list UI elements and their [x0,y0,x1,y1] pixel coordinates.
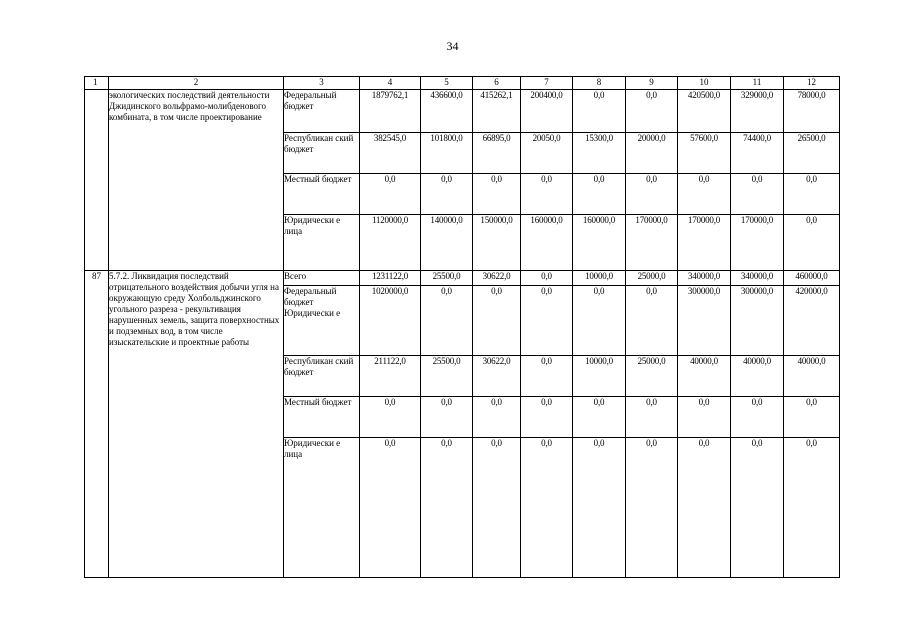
value-cell: 1879762,1 [360,90,421,133]
value-cell: 101800,0 [421,133,473,174]
value-cell: 170000,0 [626,215,678,271]
value-cell: 0,0 [421,286,473,356]
funding-source: Федеральный бюджет Юридически е [284,286,360,356]
value-cell: 460000,0 [784,271,840,286]
value-cell: 0,0 [626,286,678,356]
value-cell: 0,0 [360,438,421,578]
value-cell: 200400,0 [521,90,573,133]
value-cell: 329000,0 [731,90,784,133]
header-cell: 3 [284,77,360,90]
value-cell: 1120000,0 [360,215,421,271]
value-cell: 0,0 [573,397,626,438]
value-cell: 140000,0 [421,215,473,271]
value-cell: 340000,0 [678,271,731,286]
value-cell: 57600,0 [678,133,731,174]
value-cell: 40000,0 [678,356,731,397]
value-cell: 0,0 [521,356,573,397]
value-cell: 26500,0 [784,133,840,174]
value-cell: 160000,0 [573,215,626,271]
funding-source: Юридически е лица [284,215,360,271]
value-cell: 0,0 [573,90,626,133]
row-number-cell: 87 [85,271,109,578]
value-cell: 0,0 [473,438,521,578]
value-cell: 0,0 [473,397,521,438]
budget-table [84,76,840,578]
value-cell: 30622,0 [473,356,521,397]
value-cell: 74400,0 [731,133,784,174]
table-row [85,90,840,133]
row-number-cell [85,90,109,271]
value-cell: 0,0 [521,271,573,286]
value-cell: 78000,0 [784,90,840,133]
value-cell: 0,0 [626,438,678,578]
value-cell: 0,0 [360,174,421,215]
value-cell: 0,0 [626,397,678,438]
value-cell: 300000,0 [678,286,731,356]
funding-source: Федеральный бюджет [284,90,360,133]
value-cell: 420000,0 [784,286,840,356]
value-cell: 40000,0 [784,356,840,397]
value-cell: 40000,0 [731,356,784,397]
header-cell: 12 [784,77,840,90]
funding-source: Юридически е лица [284,438,360,578]
header-cell: 10 [678,77,731,90]
value-cell: 170000,0 [678,215,731,271]
value-cell: 1231122,0 [360,271,421,286]
header-cell: 11 [731,77,784,90]
value-cell: 0,0 [473,286,521,356]
value-cell: 0,0 [360,397,421,438]
value-cell: 1020000,0 [360,286,421,356]
funding-source: Республикан ский бюджет [284,356,360,397]
funding-source: Всего [284,271,360,286]
value-cell: 0,0 [678,397,731,438]
value-cell: 0,0 [784,438,840,578]
funding-source: Местный бюджет [284,397,360,438]
value-cell: 150000,0 [473,215,521,271]
value-cell: 0,0 [784,215,840,271]
value-cell: 0,0 [731,438,784,578]
value-cell: 0,0 [573,438,626,578]
value-cell: 10000,0 [573,356,626,397]
value-cell: 10000,0 [573,271,626,286]
header-cell: 6 [473,77,521,90]
value-cell: 66895,0 [473,133,521,174]
value-cell: 0,0 [521,438,573,578]
value-cell: 0,0 [731,174,784,215]
value-cell: 300000,0 [731,286,784,356]
value-cell: 340000,0 [731,271,784,286]
value-cell: 0,0 [521,397,573,438]
value-cell: 0,0 [521,286,573,356]
funding-source: Республикан ский бюджет [284,133,360,174]
header-cell: 9 [626,77,678,90]
value-cell: 25000,0 [626,356,678,397]
value-cell: 25500,0 [421,271,473,286]
header-cell: 7 [521,77,573,90]
value-cell: 436600,0 [421,90,473,133]
value-cell: 0,0 [473,174,521,215]
value-cell: 30622,0 [473,271,521,286]
header-cell: 8 [573,77,626,90]
page-number: 34 [446,39,459,53]
header-cell: 4 [360,77,421,90]
value-cell: 20050,0 [521,133,573,174]
value-cell: 382545,0 [360,133,421,174]
value-cell: 420500,0 [678,90,731,133]
funding-source: Местный бюджет [284,174,360,215]
value-cell: 0,0 [784,174,840,215]
value-cell: 170000,0 [731,215,784,271]
value-cell: 0,0 [731,397,784,438]
value-cell: 415262,1 [473,90,521,133]
value-cell: 0,0 [421,174,473,215]
value-cell: 0,0 [626,174,678,215]
value-cell: 0,0 [573,286,626,356]
measure-description: 5.7.2. Ликвидация последствий отрицательного воздействия добычи угля на окружающую среду Холбольджинского угольного разреза - рекультивация нарушенных земель, защита поверхностных и подземных вод, в том числе изыскательские и проектные работы [109,271,284,578]
value-cell: 160000,0 [521,215,573,271]
value-cell: 0,0 [678,174,731,215]
header-cell: 5 [421,77,473,90]
value-cell: 0,0 [573,174,626,215]
header-cell: 2 [109,77,284,90]
value-cell: 0,0 [521,174,573,215]
header-cell: 1 [85,77,109,90]
value-cell: 0,0 [626,90,678,133]
measure-description: экологических последствий деятельности Джидинского вольфрамо-молибденового комбината, в том числе проектирование [109,90,284,271]
value-cell: 15300,0 [573,133,626,174]
value-cell: 25500,0 [421,356,473,397]
value-cell: 25000,0 [626,271,678,286]
value-cell: 0,0 [421,438,473,578]
value-cell: 20000,0 [626,133,678,174]
value-cell: 211122,0 [360,356,421,397]
header-row [85,77,840,90]
value-cell: 0,0 [784,397,840,438]
value-cell: 0,0 [678,438,731,578]
value-cell: 0,0 [421,397,473,438]
table-row [85,271,840,286]
